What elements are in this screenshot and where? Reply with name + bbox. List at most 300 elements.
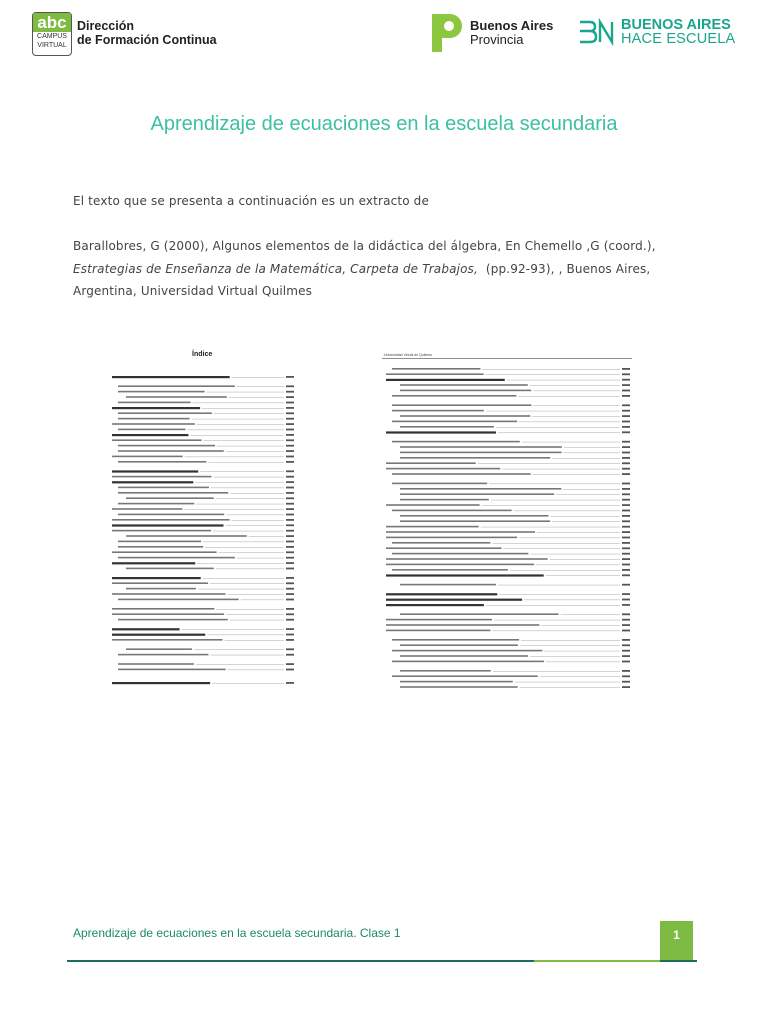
toc-dot-leader (519, 422, 620, 423)
toc-page-ref (622, 373, 630, 375)
toc-dot-leader (507, 380, 620, 381)
toc-page-ref (622, 613, 630, 615)
bahe-line2: HACE ESCUELA (621, 31, 736, 47)
toc-text-line (386, 468, 500, 470)
toc-dot-leader (552, 521, 620, 522)
toc-dot-leader (207, 635, 284, 636)
toc-page-ref (286, 445, 294, 447)
toc-text-line (392, 553, 528, 555)
toc-page-ref (286, 682, 294, 684)
toc-page-ref (286, 546, 294, 548)
toc-dot-leader (205, 547, 284, 548)
toc-text-line (126, 535, 247, 537)
toc-page-ref (622, 526, 630, 528)
toc-scan-left (108, 346, 296, 692)
toc-dot-leader (194, 649, 284, 650)
toc-text-line (118, 461, 206, 463)
toc-page-ref (622, 499, 630, 501)
bahe-mark-icon (578, 18, 616, 46)
toc-dot-leader (237, 386, 284, 387)
toc-dot-leader (200, 471, 284, 472)
toc-page-ref (622, 431, 630, 433)
toc-text-line (118, 654, 209, 656)
citation-part2: (pp.92-93), , Buenos Aires, Argentina, Universidad Virtual Quilmes (73, 261, 651, 298)
toc-page-ref (286, 461, 294, 463)
toc-dot-leader (184, 509, 284, 510)
footer-divider (67, 960, 697, 962)
toc-page-ref (622, 404, 630, 406)
toc-page-ref (622, 655, 630, 657)
toc-page-ref (286, 423, 294, 425)
toc-text-line (386, 558, 548, 560)
toc-page-ref (622, 584, 630, 586)
toc-dot-leader (514, 511, 620, 512)
toc-text-line (392, 441, 520, 443)
toc-dot-leader (208, 462, 284, 463)
toc-page-ref (286, 619, 294, 621)
toc-text-line (386, 462, 476, 464)
toc-dot-leader (187, 430, 284, 431)
toc-dot-leader (197, 424, 284, 425)
citation-book-title: Estrategias de Enseñanza de la Matemática, Carpeta de Trabajos, (73, 261, 478, 276)
toc-page-ref (286, 376, 294, 378)
toc-page-ref (286, 613, 294, 615)
toc-text-line (392, 421, 517, 423)
toc-text-line (400, 613, 559, 615)
document-title: Aprendizaje de ecuaciones en la escuela secundaria (150, 113, 618, 135)
toc-page-ref (622, 395, 630, 397)
toc-page-ref (286, 481, 294, 483)
toc-page-ref (622, 599, 630, 601)
toc-text-line (400, 384, 528, 386)
toc-text-line (112, 682, 210, 684)
toc-dot-leader (219, 552, 284, 553)
toc-page-ref (622, 542, 630, 544)
toc-dot-leader (510, 570, 620, 571)
toc-page-ref (622, 368, 630, 370)
toc-text-line (392, 473, 531, 475)
toc-text-line (118, 412, 212, 414)
toc-text-line (112, 628, 180, 630)
toc-page-ref (286, 562, 294, 564)
toc-dot-leader (502, 469, 620, 470)
toc-dot-leader (237, 558, 284, 559)
toc-dot-leader (217, 446, 284, 447)
toc-dot-leader (211, 655, 284, 656)
buenos-aires-provincia-icon (428, 12, 464, 54)
page-number-badge: 1 (660, 921, 693, 961)
toc-text-line (118, 391, 205, 393)
toc-text-line (400, 446, 562, 448)
toc-page-ref (286, 639, 294, 641)
toc-text-line (392, 510, 512, 512)
toc-page-ref (286, 530, 294, 532)
toc-text-line (112, 456, 183, 458)
toc-dot-leader (499, 594, 620, 595)
toc-text-line (386, 547, 502, 549)
toc-text-line (400, 457, 550, 459)
toc-page-ref (622, 686, 630, 688)
toc-page-ref (622, 547, 630, 549)
toc-page-ref (286, 519, 294, 521)
toc-page-ref (622, 670, 630, 672)
toc-dot-leader (541, 625, 620, 626)
toc-text-line (400, 670, 491, 672)
toc-text-line (386, 624, 539, 626)
toc-page-ref (286, 429, 294, 431)
toc-page-ref (622, 446, 630, 448)
toc-dot-leader (193, 403, 284, 404)
toc-dot-leader (230, 620, 284, 621)
toc-page-ref (286, 434, 294, 436)
toc-left-heading: Índice (192, 351, 213, 358)
toc-page-ref (286, 514, 294, 516)
toc-dot-leader (192, 419, 284, 420)
toc-dot-leader (533, 405, 620, 406)
toc-page-ref (622, 619, 630, 621)
toc-page-ref (286, 418, 294, 420)
toc-text-line (400, 584, 496, 586)
toc-page-ref (286, 557, 294, 559)
toc-page-ref (286, 476, 294, 478)
toc-page-ref (286, 402, 294, 404)
toc-page-ref (286, 599, 294, 601)
toc-page-ref (286, 450, 294, 452)
toc-dot-leader (197, 563, 284, 564)
toc-page-ref (286, 663, 294, 665)
toc-text-line (112, 562, 195, 564)
toc-dot-leader (478, 463, 620, 464)
toc-page-ref (622, 574, 630, 576)
toc-page-ref (622, 644, 630, 646)
toc-dot-leader (540, 676, 620, 677)
toc-text-line (386, 630, 490, 632)
toc-dot-leader (212, 683, 284, 684)
toc-dot-leader (520, 645, 620, 646)
toc-dot-leader (486, 605, 620, 606)
toc-text-line (392, 542, 490, 544)
toc-text-line (112, 593, 226, 595)
toc-page-ref (286, 508, 294, 510)
toc-text-line (112, 577, 201, 579)
toc-dot-leader (504, 548, 620, 549)
toc-page-ref (622, 441, 630, 443)
toc-page-ref (286, 654, 294, 656)
toc-text-line (118, 514, 224, 516)
toc-text-line (386, 574, 544, 576)
toc-text-line (112, 634, 205, 636)
toc-page-ref (286, 492, 294, 494)
toc-page-ref (622, 569, 630, 571)
direccion-line2: de Formación Continua (77, 33, 217, 47)
toc-dot-leader (564, 447, 620, 448)
toc-dot-leader (225, 640, 284, 641)
toc-text-line (112, 582, 208, 584)
toc-text-line (112, 407, 200, 409)
toc-text-line (400, 452, 562, 454)
buenos-aires-hace-escuela-text (621, 18, 735, 46)
toc-page-ref (286, 470, 294, 472)
toc-text-line (400, 426, 494, 428)
toc-dot-leader (481, 527, 620, 528)
toc-text-line (112, 551, 217, 553)
toc-text-line (112, 376, 230, 378)
toc-text-line (126, 396, 227, 398)
toc-text-line (386, 526, 479, 528)
toc-dot-leader (482, 505, 620, 506)
toc-page-ref (286, 648, 294, 650)
toc-dot-leader (226, 614, 284, 615)
toc-page-ref (286, 497, 294, 499)
toc-text-line (386, 564, 534, 566)
virtual-text: VIRTUAL (37, 42, 67, 49)
toc-dot-leader (202, 408, 284, 409)
toc-text-line (386, 619, 492, 621)
toc-dot-leader (214, 413, 284, 414)
toc-scan-right (382, 350, 632, 692)
toc-dot-leader (190, 435, 284, 436)
toc-text-line (112, 608, 214, 610)
provincia-line1: Buenos Aires (470, 18, 554, 33)
toc-page-ref (286, 582, 294, 584)
toc-dot-leader (226, 525, 284, 526)
toc-dot-leader (198, 589, 284, 590)
toc-page-ref (622, 457, 630, 459)
toc-page-ref (622, 493, 630, 495)
toc-text-line (392, 639, 519, 641)
toc-text-line (112, 639, 223, 641)
toc-text-line (400, 499, 489, 501)
toc-dot-leader (550, 516, 620, 517)
toc-dot-leader (213, 477, 284, 478)
toc-page-ref (622, 639, 630, 641)
toc-dot-leader (210, 583, 284, 584)
toc-page-ref (286, 608, 294, 610)
toc-dot-leader (532, 416, 620, 417)
citation-part1: Barallobres, G (2000), Algunos elementos de la didáctica del álgebra, En Chemello ,G (coord.), (73, 239, 656, 253)
toc-page-ref (286, 487, 294, 489)
toc-text-line (126, 648, 192, 650)
toc-text-line (118, 619, 228, 621)
toc-page-ref (622, 421, 630, 423)
toc-page-ref (622, 504, 630, 506)
toc-text-line (386, 379, 505, 381)
toc-text-line (112, 524, 224, 526)
toc-page-ref (622, 650, 630, 652)
toc-text-line (386, 431, 496, 433)
toc-text-line (392, 661, 544, 663)
toc-page-ref (286, 407, 294, 409)
toc-text-line (400, 644, 518, 646)
toc-page-ref (622, 468, 630, 470)
toc-text-line (126, 568, 214, 570)
toc-page-ref (286, 593, 294, 595)
toc-page-ref (622, 553, 630, 555)
toc-text-line (400, 390, 531, 392)
toc-dot-leader (207, 392, 284, 393)
toc-dot-leader (491, 500, 620, 501)
toc-text-line (112, 476, 211, 478)
bahe-line1: BUENOS AIRES (621, 17, 731, 33)
toc-dot-leader (203, 578, 284, 579)
toc-page-ref (286, 551, 294, 553)
toc-dot-leader (216, 609, 284, 610)
toc-page-ref (286, 535, 294, 537)
toc-page-ref (622, 630, 630, 632)
toc-page-ref (622, 410, 630, 412)
toc-dot-leader (249, 536, 284, 537)
toc-text-line (400, 488, 561, 490)
toc-dot-leader (492, 543, 620, 544)
toc-text-line (392, 395, 516, 397)
buenos-aires-provincia-text (470, 19, 553, 47)
toc-text-line (126, 497, 214, 499)
toc-text-line (126, 588, 196, 590)
toc-page-ref (622, 488, 630, 490)
toc-text-line (118, 402, 191, 404)
toc-dot-leader (203, 542, 284, 543)
toc-page-ref (622, 593, 630, 595)
toc-text-line (392, 404, 531, 406)
toc-left-image (108, 346, 296, 692)
toc-dot-leader (482, 369, 620, 370)
toc-page-ref (622, 452, 630, 454)
toc-page-ref (286, 577, 294, 579)
toc-page-ref (286, 588, 294, 590)
toc-text-line (392, 483, 487, 485)
toc-dot-leader (486, 374, 620, 375)
toc-dot-leader (232, 377, 284, 378)
toc-page-ref (286, 503, 294, 505)
toc-dot-leader (195, 482, 284, 483)
toc-page-ref (622, 675, 630, 677)
toc-dot-leader (515, 682, 620, 683)
toc-page-ref (622, 483, 630, 485)
direccion-formacion-continua (77, 19, 217, 47)
toc-page-ref (622, 415, 630, 417)
toc-text-line (392, 410, 484, 412)
toc-dot-leader (544, 651, 620, 652)
campus-text: CAMPUS (37, 33, 67, 40)
toc-text-line (112, 423, 195, 425)
toc-dot-leader (196, 664, 284, 665)
toc-page-ref (286, 412, 294, 414)
toc-dot-leader (524, 600, 620, 601)
toc-page-ref (286, 439, 294, 441)
toc-page-ref (622, 520, 630, 522)
toc-dot-leader (533, 474, 620, 475)
toc-dot-leader (226, 515, 284, 516)
toc-dot-leader (492, 631, 620, 632)
toc-dot-leader (213, 531, 284, 532)
toc-text-line (112, 481, 193, 483)
toc-text-line (112, 439, 202, 441)
toc-dot-leader (564, 453, 620, 454)
toc-dot-leader (518, 396, 620, 397)
toc-page-ref (286, 669, 294, 671)
toc-dot-leader (522, 442, 620, 443)
toc-page-ref (622, 558, 630, 560)
toc-dot-leader (546, 575, 620, 576)
toc-dot-leader (226, 451, 284, 452)
toc-page-ref (622, 510, 630, 512)
toc-dot-leader (496, 427, 620, 428)
abc-logo-text: abc (33, 13, 71, 32)
toc-dot-leader (563, 489, 620, 490)
toc-page-ref (622, 531, 630, 533)
toc-text-line (392, 650, 542, 652)
toc-dot-leader (498, 585, 620, 586)
toc-text-line (400, 415, 530, 417)
toc-dot-leader (216, 569, 284, 570)
toc-dot-leader (533, 391, 620, 392)
direccion-line1: Dirección (77, 19, 134, 33)
toc-text-line (112, 530, 211, 532)
toc-page-ref (286, 524, 294, 526)
toc-dot-leader (489, 484, 620, 485)
toc-text-line (118, 445, 215, 447)
toc-page-ref (622, 390, 630, 392)
toc-page-ref (286, 456, 294, 458)
toc-dot-leader (519, 538, 620, 539)
toc-text-line (118, 669, 226, 671)
toc-dot-leader (493, 671, 620, 672)
toc-page-ref (622, 379, 630, 381)
toc-text-line (118, 599, 239, 601)
toc-text-line (112, 613, 224, 615)
toc-dot-leader (196, 504, 284, 505)
toc-dot-leader (230, 493, 284, 494)
toc-dot-leader (550, 559, 620, 560)
toc-text-line (118, 385, 235, 387)
toc-dot-leader (530, 656, 620, 657)
toc-text-line (386, 604, 484, 606)
toc-page-ref (286, 541, 294, 543)
toc-page-ref (286, 568, 294, 570)
toc-dot-leader (228, 670, 284, 671)
toc-dot-leader (530, 385, 620, 386)
toc-dot-leader (229, 397, 284, 398)
toc-dot-leader (556, 494, 620, 495)
intro-paragraph: El texto que se presenta a continuación es un extracto de (73, 194, 429, 208)
toc-text-line (118, 450, 224, 452)
toc-dot-leader (494, 620, 620, 621)
toc-page-ref (622, 604, 630, 606)
toc-page-ref (622, 681, 630, 683)
toc-dot-leader (537, 532, 620, 533)
toc-text-line (400, 681, 513, 683)
toc-text-line (112, 434, 188, 436)
provincia-line2: Provincia (470, 32, 524, 47)
toc-text-line (118, 546, 203, 548)
toc-page-ref (286, 634, 294, 636)
toc-dot-leader (530, 554, 620, 555)
toc-dot-leader (211, 488, 284, 489)
toc-dot-leader (536, 565, 620, 566)
toc-dot-leader (216, 498, 284, 499)
toc-page-ref (622, 473, 630, 475)
toc-text-line (392, 675, 538, 677)
toc-page-ref (622, 537, 630, 539)
toc-text-line (112, 519, 230, 521)
toc-dot-leader (486, 411, 620, 412)
toc-page-ref (286, 385, 294, 387)
toc-text-line (386, 593, 497, 595)
toc-page-ref (622, 661, 630, 663)
toc-text-line (118, 487, 209, 489)
toc-text-line (112, 508, 182, 510)
toc-text-line (118, 557, 235, 559)
